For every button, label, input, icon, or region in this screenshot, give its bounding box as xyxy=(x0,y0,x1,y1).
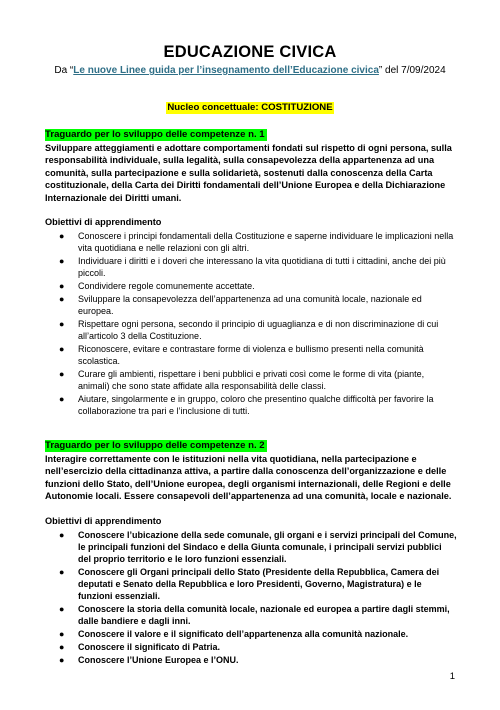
bullet-icon: ● xyxy=(59,368,65,379)
bullet-icon: ● xyxy=(59,604,65,615)
bullet-icon: ● xyxy=(59,256,65,267)
list-item xyxy=(45,255,457,279)
section-2-description: Interagire correttamente con le istituzioni nella vita quotidiana, nella partecipazione e nell’esercizio della cittadinanza attiva, a partire dalla conoscenza dell’organizzazione e delle funzioni dello Stato, dell’Unione europea, degli organismi internazionali, delle Regioni e delle Autonomie locali. Essere consapevoli dell’appartenenza ad una comunità, locale e nazionale. xyxy=(45,454,452,502)
objective-text: Sviluppare la consapevolezza dell’appartenenza ad una comunità locale, nazionale ed europea. xyxy=(78,293,422,317)
list-item xyxy=(45,603,457,627)
section-2-objectives-title: Obiettivi di apprendimento xyxy=(45,515,162,526)
bullet-icon: ● xyxy=(59,566,65,577)
section-1 xyxy=(45,124,457,418)
list-item xyxy=(45,280,457,292)
list-item xyxy=(45,654,457,666)
objective-text: Rispettare ogni persona, secondo il principio di uguaglianza e di non discriminazione di cui all’articolo 3 della Costituzione. xyxy=(78,318,439,342)
bullet-icon: ● xyxy=(59,293,65,304)
bullet-icon: ● xyxy=(59,343,65,354)
section-2 xyxy=(45,435,457,666)
bullet-icon: ● xyxy=(59,654,65,665)
list-item xyxy=(45,529,457,566)
objective-text: Conoscere l’Unione Europea e l’ONU. xyxy=(78,654,239,665)
list-item xyxy=(45,293,457,317)
source-line xyxy=(0,65,500,76)
source-link[interactable]: Le nuove Linee guida per l’insegnamento dell’Educazione civica xyxy=(73,65,379,76)
objective-text: Conoscere il significato di Patria. xyxy=(78,641,221,652)
bullet-icon: ● xyxy=(59,318,65,329)
list-item xyxy=(45,628,457,640)
list-item xyxy=(45,393,457,417)
objective-text: Individuare i diritti e i doveri che interessano la vita quotidiana di tutti i cittadini, anche dei più piccoli. xyxy=(78,256,446,279)
objective-text: Riconoscere, evitare e contrastare forme di violenza e bullismo presenti nella comunità scolastica. xyxy=(78,343,424,367)
bullet-icon: ● xyxy=(59,231,65,242)
bullet-icon: ● xyxy=(59,393,65,404)
section-1-description: Sviluppare atteggiamenti e adottare comportamenti fondati sul rispetto di ogni persona, sulla responsabilità individuale, sulla legalità, sulla consapevolezza della appartenenza ad una comunità, sulla partecipazione e sulla solidarietà, sostenuti dalla conoscenza della Carta costituzionale, della Carta dei Diritti fondamentali dell’Unione Europea e della Dichiarazione Internazionale dei Diritti umani. xyxy=(45,143,452,203)
list-item xyxy=(45,566,457,603)
section-1-objectives-title: Obiettivi di apprendimento xyxy=(45,217,162,228)
objective-text: Aiutare, singolarmente e in gruppo, coloro che presentino qualche difficoltà per favorire la collaborazione tra pari e l’inclusione di tutti. xyxy=(78,393,434,417)
bullet-icon: ● xyxy=(59,629,65,640)
objective-text: Conoscere l’ubicazione della sede comunale, gli organi e i servizi principali del Comune, le principali funzioni del Sindaco e della Giunta comunale, i principali servizi pubblici del proprio territorio e le loro funzioni essenziali. xyxy=(78,529,457,565)
page-number: 1 xyxy=(449,671,455,682)
nucleo-heading: Nucleo concettuale: COSTITUZIONE xyxy=(167,102,333,113)
document-title: EDUCAZIONE CIVICA xyxy=(163,43,337,61)
source-prefix: Da “ xyxy=(54,65,74,76)
section-1-objectives-list xyxy=(45,230,457,417)
objective-text: Curare gli ambienti, rispettare i beni pubblici e privati così come le forme di vita (piante, animali) che sono state affidate alla responsabilità delle classi. xyxy=(78,368,425,392)
bullet-icon: ● xyxy=(59,529,65,540)
objective-text: Conoscere il valore e il significato dell’appartenenza alla comunità nazionale. xyxy=(78,629,409,640)
objective-text: Condividere regole comunemente accettate. xyxy=(78,281,255,292)
objective-text: Conoscere la storia della comunità locale, nazionale ed europea a partire dagli stemmi, dalle bandiere e dagli inni. xyxy=(78,604,450,627)
list-item xyxy=(45,368,457,392)
bullet-icon: ● xyxy=(59,641,65,652)
bullet-icon: ● xyxy=(59,281,65,292)
source-suffix: ” del 7/09/2024 xyxy=(378,65,446,76)
list-item xyxy=(45,343,457,367)
list-item xyxy=(45,230,457,254)
nucleo-wrapper xyxy=(0,97,500,115)
section-2-heading: Traguardo per lo sviluppo delle competenze n. 2 xyxy=(45,440,265,451)
section-2-objectives-list xyxy=(45,529,457,666)
section-1-heading: Traguardo per lo sviluppo delle competenze n. 1 xyxy=(45,129,265,140)
list-item xyxy=(45,318,457,342)
objective-text: Conoscere gli Organi principali dello Stato (Presidente della Repubblica, Camera dei deputati e Senato della Repubblica e loro Presidenti, Governo, Magistratura) e le funzioni essenziali. xyxy=(78,566,440,602)
objective-text: Conoscere i principi fondamentali della Costituzione e saperne individuare le implicazioni nella vita quotidiana e nelle relazioni con gli altri. xyxy=(78,231,454,254)
list-item xyxy=(45,641,457,653)
